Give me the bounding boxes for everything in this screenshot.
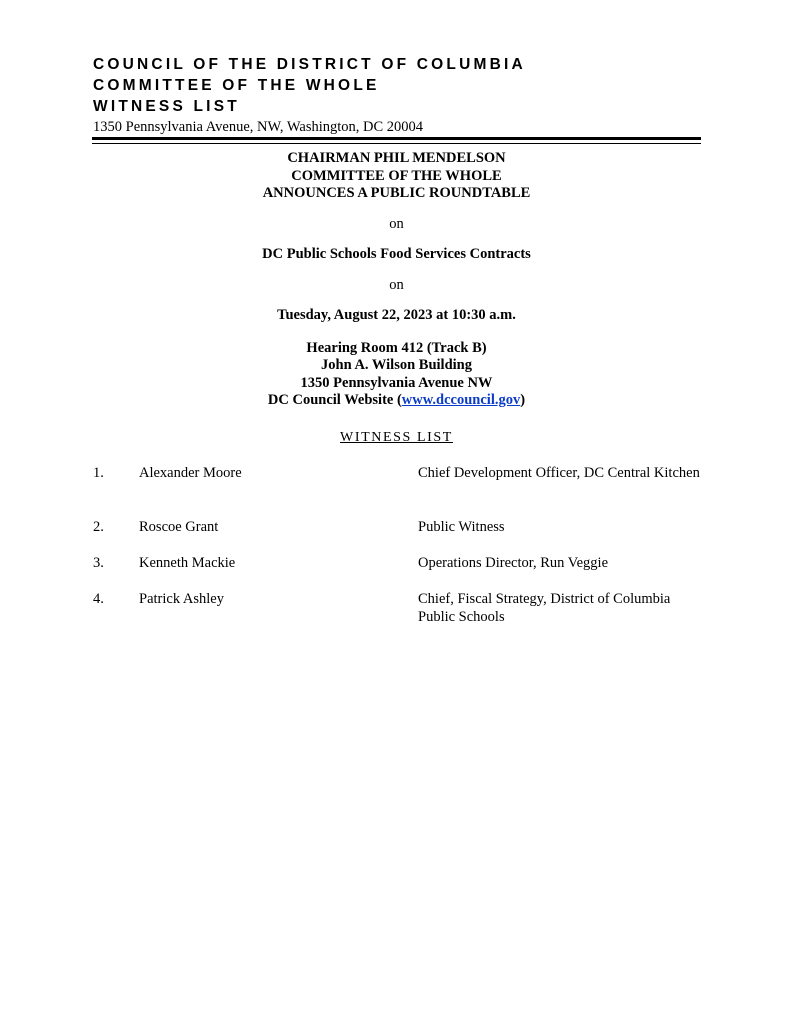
header-rule-thin — [92, 143, 701, 144]
location-street: 1350 Pennsylvania Avenue NW — [300, 374, 493, 391]
announcement-chairman: CHAIRMAN PHIL MENDELSON — [287, 150, 506, 166]
announcement-datetime: Tuesday, August 22, 2023 at 10:30 a.m. — [277, 307, 516, 323]
witness-name: Alexander Moore — [139, 465, 242, 481]
witness-title: Public Witness — [418, 519, 505, 535]
announcement-committee: COMMITTEE OF THE WHOLE — [291, 167, 502, 184]
location-website-line — [92, 392, 701, 410]
letterhead-council: COUNCIL OF THE DISTRICT OF COLUMBIA — [93, 56, 526, 73]
website-link[interactable]: www.dccouncil.gov — [401, 392, 521, 408]
witness-number: 1. — [93, 465, 104, 481]
witness-name: Patrick Ashley — [139, 591, 224, 607]
witness-number: 3. — [93, 555, 104, 571]
letterhead-committee: COMMITTEE OF THE WHOLE — [93, 77, 380, 94]
letterhead — [93, 54, 713, 137]
announcement-block — [92, 150, 701, 410]
witness-number: 2. — [93, 519, 104, 535]
witness-name: Kenneth Mackie — [139, 555, 236, 571]
announcement-on-2: on — [389, 276, 404, 293]
witness-list-heading-text: WITNESS LIST — [340, 430, 453, 445]
witness-title: Operations Director, Run Veggie — [418, 555, 609, 571]
witness-title: Chief Development Officer, DC Central Kitchen — [418, 465, 700, 481]
letterhead-witness-list: WITNESS LIST — [93, 98, 240, 115]
location-room: Hearing Room 412 (Track B) — [306, 339, 487, 356]
website-suffix: ) — [520, 392, 526, 408]
witness-list-heading — [92, 430, 701, 446]
announcement-on-1: on — [389, 215, 404, 232]
witness-name: Roscoe Grant — [139, 519, 219, 535]
letterhead-address: 1350 Pennsylvania Avenue, NW, Washington, DC 20004 — [93, 119, 424, 135]
header-rule-thick — [92, 137, 701, 140]
announcement-roundtable: ANNOUNCES A PUBLIC ROUNDTABLE — [262, 185, 531, 201]
location-building: John A. Wilson Building — [321, 357, 472, 373]
website-prefix: DC Council Website ( — [267, 392, 402, 408]
witness-number: 4. — [93, 591, 104, 607]
witness-title: Chief, Fiscal Strategy, District of Columbia Public Schools — [418, 591, 671, 625]
announcement-subject: DC Public Schools Food Services Contracts — [262, 246, 531, 262]
